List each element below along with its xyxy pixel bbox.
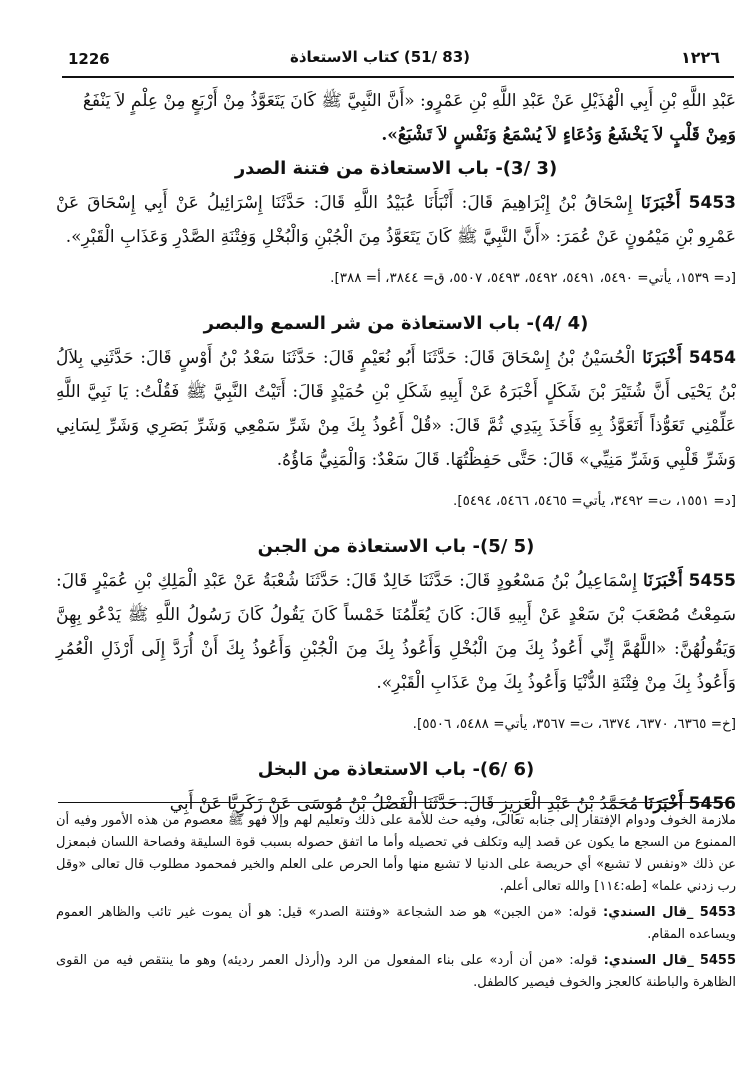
footnote-number: 5453 [699, 905, 736, 920]
running-title: (83 /51) كتاب الاستعاذة [289, 48, 470, 66]
hadith-5455 [56, 564, 736, 700]
footnote-number: 5455 [699, 953, 736, 968]
hadith-text: إِسْحَاقُ بْنُ إِبْرَاهِيمَ قَالَ: أَنْبَأَنَا عُبَيْدُ اللَّهِ قَالَ: حَدَّثَنَا إِسْرَائِيلُ عَنْ أَبِي إِسْحَاقَ عَنْ عَمْرِو بْنِ مَيْمُونٍ عَنْ عُمَرَ: «أَنَّ النَّبِيَّ ﷺ كَانَ يَتَعَوَّذُ مِنَ الْجُبْنِ وَالْبُخْلِ وَفِتْنَةِ الصَّدْرِ وَعَذَابِ الْقَبْرِ». [56, 193, 736, 247]
footnote-5453 [56, 902, 736, 946]
intro-line-1: عَبْدِ اللَّهِ بْنِ أَبِي الْهُذَيْلِ عَنْ عَبْدِ اللَّهِ بْنِ عَمْرٍو: «أَنَّ النَّبِيَّ ﷺ كَانَ يَتَعَوَّذُ مِنْ أَرْبَعٍ مِنْ عِلْمٍ لاَ يَنْفَعُ [82, 91, 736, 111]
footnote-general: ملازمة الخوف ودوام الإفتقار إلى جنابه تعالى، وفيه حث للأمة على ذلك وتعليم لهم وإلا فهو ﷺ معصوم من هذه الأمور وفيه أن الممنوع من السجع ما يكون عن قصد إليه وتكلف في تحصيله وأما ما اتفق حصوله بسبب قوة السليقة وفصاحة اللسان فبمعزل عن ذلك «ونفس لا تشبع» أي حريصة على الدنيا لا تشبع منها وأما الحرص على العلم والخير فمحمود مطلوب قال تعالى «وقل رب زدني علما» [طه:١١٤] والله تعالى أعلم. [56, 813, 736, 894]
akhbarana-word: أَخْبَرَنَا [640, 193, 681, 213]
hadith-text: إِسْمَاعِيلُ بْنُ مَسْعُودٍ قَالَ: حَدَّثَنَا خَالِدٌ قَالَ: حَدَّثَنَا شُعْبَةُ عَنْ عَبْدِ الْمَلِكِ بْنِ عُمَيْرٍ قَالَ: سَمِعْتُ مُصْعَبَ بْنَ سَعْدٍ عَنْ أَبِيهِ قَالَ: كَانَ يُعَلِّمُنَا خَمْساً كَانَ يَقُولُ كَانَ رَسُولُ اللَّهِ ﷺ يَدْعُو بِهِنَّ وَيَقُولُهُنَّ: «اللَّهُمَّ إِنِّي أَعُوذُ بِكَ مِنَ الْبُخْلِ وَأَعُوذُ بِكَ مِنَ الْجُبْنِ وَأَعُوذُ بِكَ أَنْ أُرَدَّ إِلَى أَرْذَلِ الْعُمُرِ وَأَعُوذُ بِكَ مِنْ فِتْنَةِ الدُّنْيَا وَأَعُوذُ بِكَ مِنْ عَذَابِ الْقَبْرِ». [56, 571, 736, 693]
page-number-arabic: ١٢٢٦ [680, 48, 720, 67]
hadith-refs: [د= ١٥٥١، ت= ٣٤٩٢، يأتي= ٥٤٦٥، ٥٤٦٦، ٥٤٩٤]. [453, 492, 736, 509]
akhbarana-word: أَخْبَرَنَا [642, 348, 682, 368]
hadith-text: الْحُسَيْنُ بْنُ إِسْحَاقَ قَالَ: حَدَّثَنَا أَبُو نُعَيْمٍ قَالَ: حَدَّثَنَا سَعْدُ بْنُ أَوْسٍ قَالَ: حَدَّثَنِي بِلاَلُ بْنُ يَحْيَى أَنَّ شُتَيْرَ بْنَ شَكَلٍ أَخْبَرَهُ عَنْ أَبِيهِ شَكَلِ بْنِ حُمَيْدٍ قَالَ: أَتَيْتُ النَّبِيَّ ﷺ فَقُلْتُ: يَا نَبِيَّ اللَّهِ عَلِّمْنِي تَعَوُّذاً أَتَعَوَّذُ بِهِ فَأَخَذَ بِيَدِي ثُمَّ قَالَ: «قُلْ أَعُوذُ بِكَ مِنْ شَرِّ سَمْعِي وَشَرِّ بَصَرِي وَشَرِّ لِسَانِي وَشَرِّ قَلْبِي وَشَرِّ مَنِيِّي» قَالَ: حَتَّى حَفِظْتُهَا. قَالَ سَعْدٌ: وَالْمَنِيُّ مَاؤُهُ. [56, 348, 736, 470]
footnote-text: قوله: «من أن أرد» على بناء المفعول من الرد و(أرذل العمر رديئه) وهو ما ينتقص فيه من القوى الظاهرة والباطنة كالعجز والخوف فيصير كالطفل. [56, 953, 736, 990]
hadith-5454 [56, 341, 736, 477]
akhbarana-word: أَخْبَرَنَا [643, 571, 683, 591]
hadith-number: 5453 [688, 193, 736, 213]
section-heading-6: (6 /6)- باب الاستعاذة من البخل [257, 759, 535, 780]
intro-line-2: وَمِنْ قَلْبٍ لاَ يَخْشَعُ وَدُعَاءٍ لاَ يُسْمَعُ وَنَفْسٍ لاَ تَشْبَعُ». [381, 125, 736, 145]
hadith-refs: [د= ١٥٣٩، يأتي= ٥٤٩٠، ٥٤٩١، ٥٤٩٢، ٥٤٩٣، ٥٥٠٧، ق= ٣٨٤٤، أ= ٣٨٨]. [330, 269, 736, 286]
page-header [40, 46, 720, 74]
footnote-label: _قال السندي: [603, 953, 694, 968]
akhbarana-word: أَخْبَرَنَا [643, 794, 684, 814]
hadith-number: 5455 [688, 571, 736, 591]
hadith-5453 [56, 186, 736, 254]
header-rule [62, 76, 734, 78]
footnote-5455 [56, 950, 736, 994]
footnote-label: _قال السندي: [603, 905, 694, 920]
footnotes [56, 810, 736, 998]
hadith-text: مُحَمَّدُ بْنُ عَبْدِ الْعَزِيزِ قَالَ: حَدَّثَنَا الْفَضْلُ بْنُ مُوسَى عَنْ زَكَرِيَّا عَنْ أَبِي [169, 794, 639, 814]
hadith-number: 5454 [688, 348, 737, 368]
footnote-text: قوله: «من الجبن» هو ضد الشجاعة «وفتنة الصدر» قيل: هو أن يموت غير تائب والظاهر العموم ويساعده المقام. [56, 905, 736, 942]
page-number-latin: 1226 [68, 50, 110, 68]
hadith-number: 5456 [688, 794, 736, 814]
section-heading-4: (4 /4)- باب الاستعاذة من شر السمع والبصر [203, 313, 589, 334]
main-text [56, 84, 736, 821]
section-heading-3: (3 /3)- باب الاستعاذة من فتنة الصدر [234, 158, 558, 179]
hadith-refs: [خ= ٦٣٦٥، ٦٣٧٠، ٦٣٧٤، ت= ٣٥٦٧، يأتي= ٥٤٨٨، ٥٥٠٦]. [412, 715, 736, 732]
footnote-rule [58, 802, 734, 803]
section-heading-5: (5 /5)- باب الاستعاذة من الجبن [257, 536, 535, 557]
